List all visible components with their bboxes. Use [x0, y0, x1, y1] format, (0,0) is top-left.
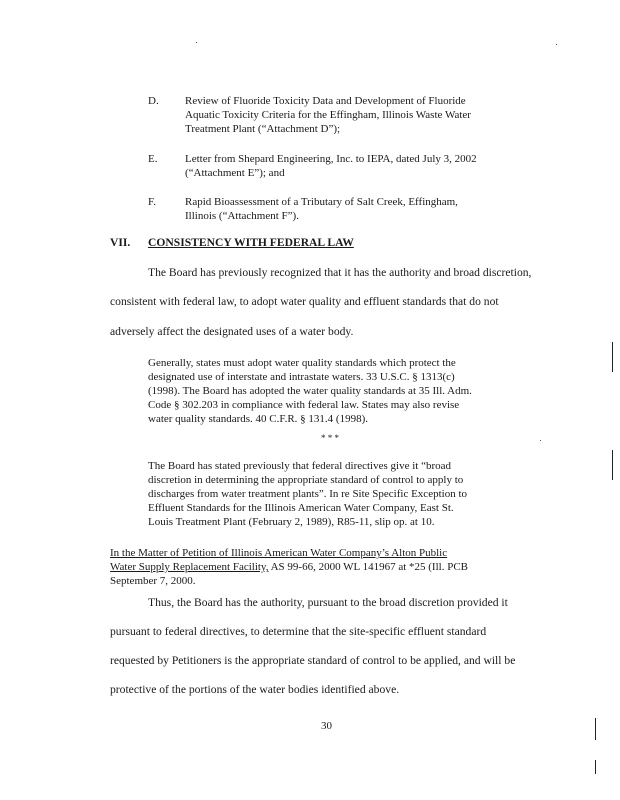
paragraph-line: consistent with federal law, to adopt water quality and effluent standards that do not: [110, 295, 499, 308]
quote-line: discretion in determining the appropriate standard of control to apply to: [148, 474, 464, 486]
section-title: CONSISTENCY WITH FEDERAL LAW: [148, 236, 354, 249]
attachment-text: Rapid Bioassessment of a Tributary of Salt Creek, Effingham,: [185, 196, 458, 208]
page-number: 30: [321, 720, 332, 732]
revision-bar: [612, 450, 613, 480]
quote-line: discharges from water treatment plants”. In re Site Specific Exception to: [148, 488, 467, 500]
quote-line: Code § 302.203 in compliance with federal law. States may also revise: [148, 399, 460, 411]
attachment-text: Letter from Shepard Engineering, Inc. to IEPA, dated July 3, 2002: [185, 153, 477, 165]
attachment-text: (“Attachment E”); and: [185, 167, 285, 179]
attachment-text: Treatment Plant (“Attachment D”);: [185, 123, 341, 135]
citation-line: September 7, 2000.: [110, 575, 196, 587]
attachment-letter: D.: [148, 95, 159, 107]
paragraph-line: The Board has previously recognized that it has the authority and broad discretion,: [148, 266, 532, 279]
citation-line: In the Matter of Petition of Illinois American Water Company’s Alton Public: [110, 547, 448, 559]
paragraph-line: adversely affect the designated uses of a water body.: [110, 325, 354, 338]
quote-line: Louis Treatment Plant (February 2, 1989), R85-11, slip op. at 10.: [148, 516, 435, 528]
scan-speck: [540, 440, 541, 441]
attachment-letter: F.: [148, 196, 156, 208]
citation-reference: AS 99-66, 2000 WL 141967 at *25 (Ill. PCB: [268, 561, 468, 573]
quote-line: Effluent Standards for the Illinois American Water Company, East St.: [148, 502, 454, 514]
paragraph-line: protective of the portions of the water bodies identified above.: [110, 683, 400, 696]
ellipsis-separator: * * *: [321, 433, 339, 443]
paragraph-line: pursuant to federal directives, to determine that the site-specific effluent standard: [110, 625, 487, 638]
quote-line: Generally, states must adopt water quality standards which protect the: [148, 357, 456, 369]
section-number: VII.: [110, 236, 131, 249]
citation-case-name: Water Supply Replacement Facility,: [110, 561, 269, 573]
scan-speck: [196, 42, 197, 43]
citation-line: [110, 561, 468, 573]
quote-line: (1998). The Board has adopted the water quality standards at 35 Ill. Adm.: [148, 385, 472, 397]
paragraph-line: Thus, the Board has the authority, pursuant to the broad discretion provided it: [148, 596, 508, 609]
quote-line: water quality standards. 40 C.F.R. § 131.4 (1998).: [148, 413, 369, 425]
quote-line: The Board has stated previously that federal directives give it “broad: [148, 460, 452, 472]
attachment-text: Review of Fluoride Toxicity Data and Development of Fluoride: [185, 95, 466, 107]
scan-speck: [556, 44, 557, 45]
attachment-letter: E.: [148, 153, 158, 165]
revision-bar: [612, 342, 613, 372]
revision-bar: [595, 718, 596, 740]
attachment-text: Aquatic Toxicity Criteria for the Effingham, Illinois Waste Water: [185, 109, 471, 121]
paragraph-line: requested by Petitioners is the appropriate standard of control to be applied, and will be: [110, 654, 516, 667]
attachment-text: Illinois (“Attachment F”).: [185, 210, 299, 222]
revision-bar: [595, 760, 596, 774]
quote-line: designated use of interstate and intrastate waters. 33 U.S.C. § 1313(c): [148, 371, 455, 383]
